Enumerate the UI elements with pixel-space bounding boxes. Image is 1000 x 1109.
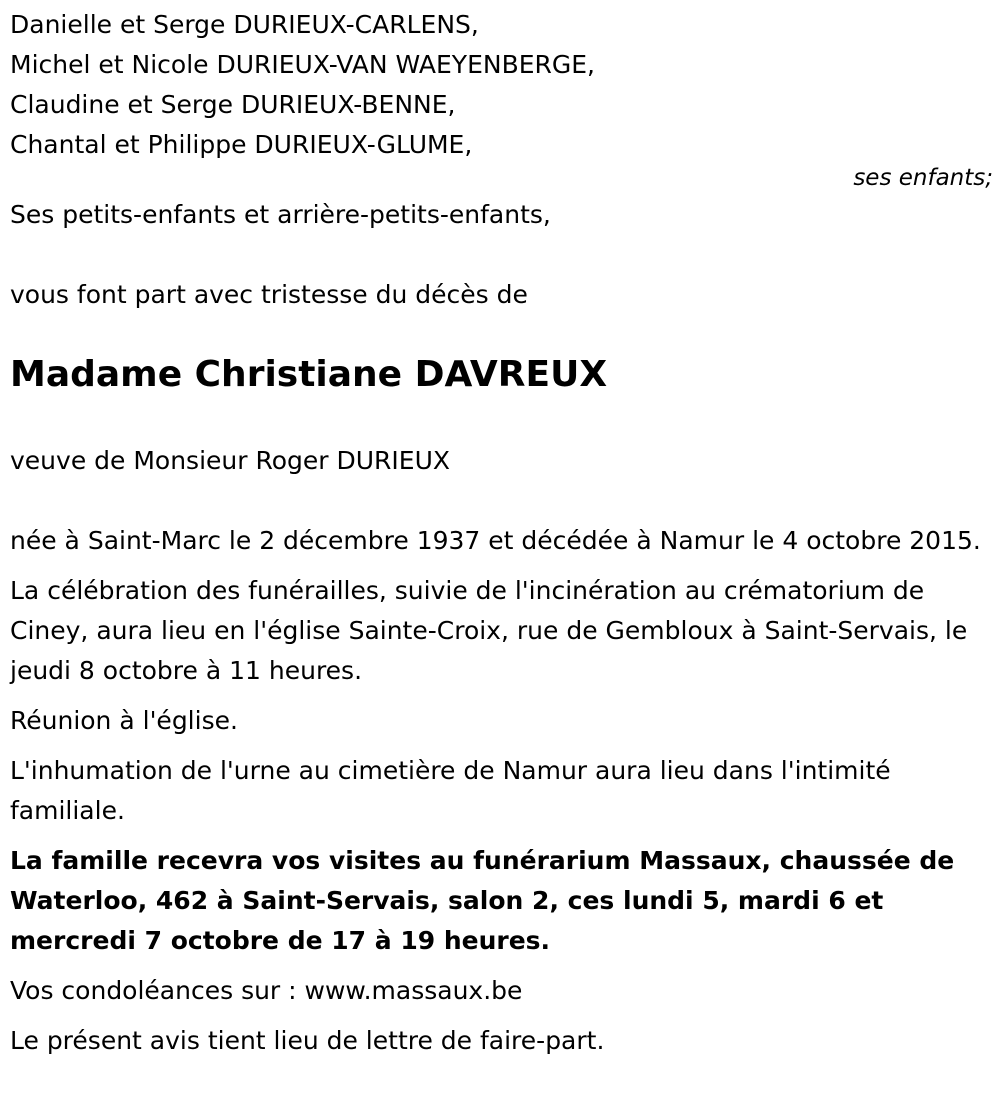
inhumation-paragraph: L'inhumation de l'urne au cimetière de Namur aura lieu dans l'intimité familiale. — [10, 756, 891, 825]
widow-of-line: veuve de Monsieur Roger DURIEUX — [10, 446, 451, 475]
children-role: ses enfants; — [853, 165, 993, 191]
notice-body — [10, 0, 993, 1061]
visits-paragraph: La famille recevra vos visites au funérarium Massaux, chaussée de Waterloo, 462 à Saint-Servais, salon 2, ces lundi 5, mardi 6 et mercredi 7 octobre de 17 à 19 heures. — [10, 846, 955, 955]
birth-death-paragraph: née à Saint-Marc le 2 décembre 1937 et décédée à Namur le 4 octobre 2015. — [10, 526, 981, 555]
family-line-4: Chantal et Philippe DURIEUX-GLUME, — [10, 130, 473, 159]
children-role-row — [10, 163, 993, 193]
condolences-line: Vos condoléances sur : www.massaux.be — [10, 976, 523, 1005]
family-line-1: Danielle et Serge DURIEUX-CARLENS, — [10, 10, 479, 39]
celebration-paragraph: La célébration des funérailles, suivie de l'incinération au crématorium de Ciney, aura lieu en l'église Sainte-Croix, rue de Gembloux à Saint-Servais, le jeudi 8 octobre à 11 heures. — [10, 576, 968, 685]
notice-line: Le présent avis tient lieu de lettre de faire-part. — [10, 1026, 605, 1055]
deceased-name: Madame Christiane DAVREUX — [10, 354, 608, 395]
grandchildren-line: Ses petits-enfants et arrière-petits-enfants, — [10, 200, 551, 229]
family-line-2: Michel et Nicole DURIEUX-VAN WAEYENBERGE, — [10, 50, 595, 79]
reunion-paragraph: Réunion à l'église. — [10, 706, 238, 735]
family-line-3: Claudine et Serge DURIEUX-BENNE, — [10, 90, 456, 119]
announcement-line: vous font part avec tristesse du décès de — [10, 280, 528, 309]
